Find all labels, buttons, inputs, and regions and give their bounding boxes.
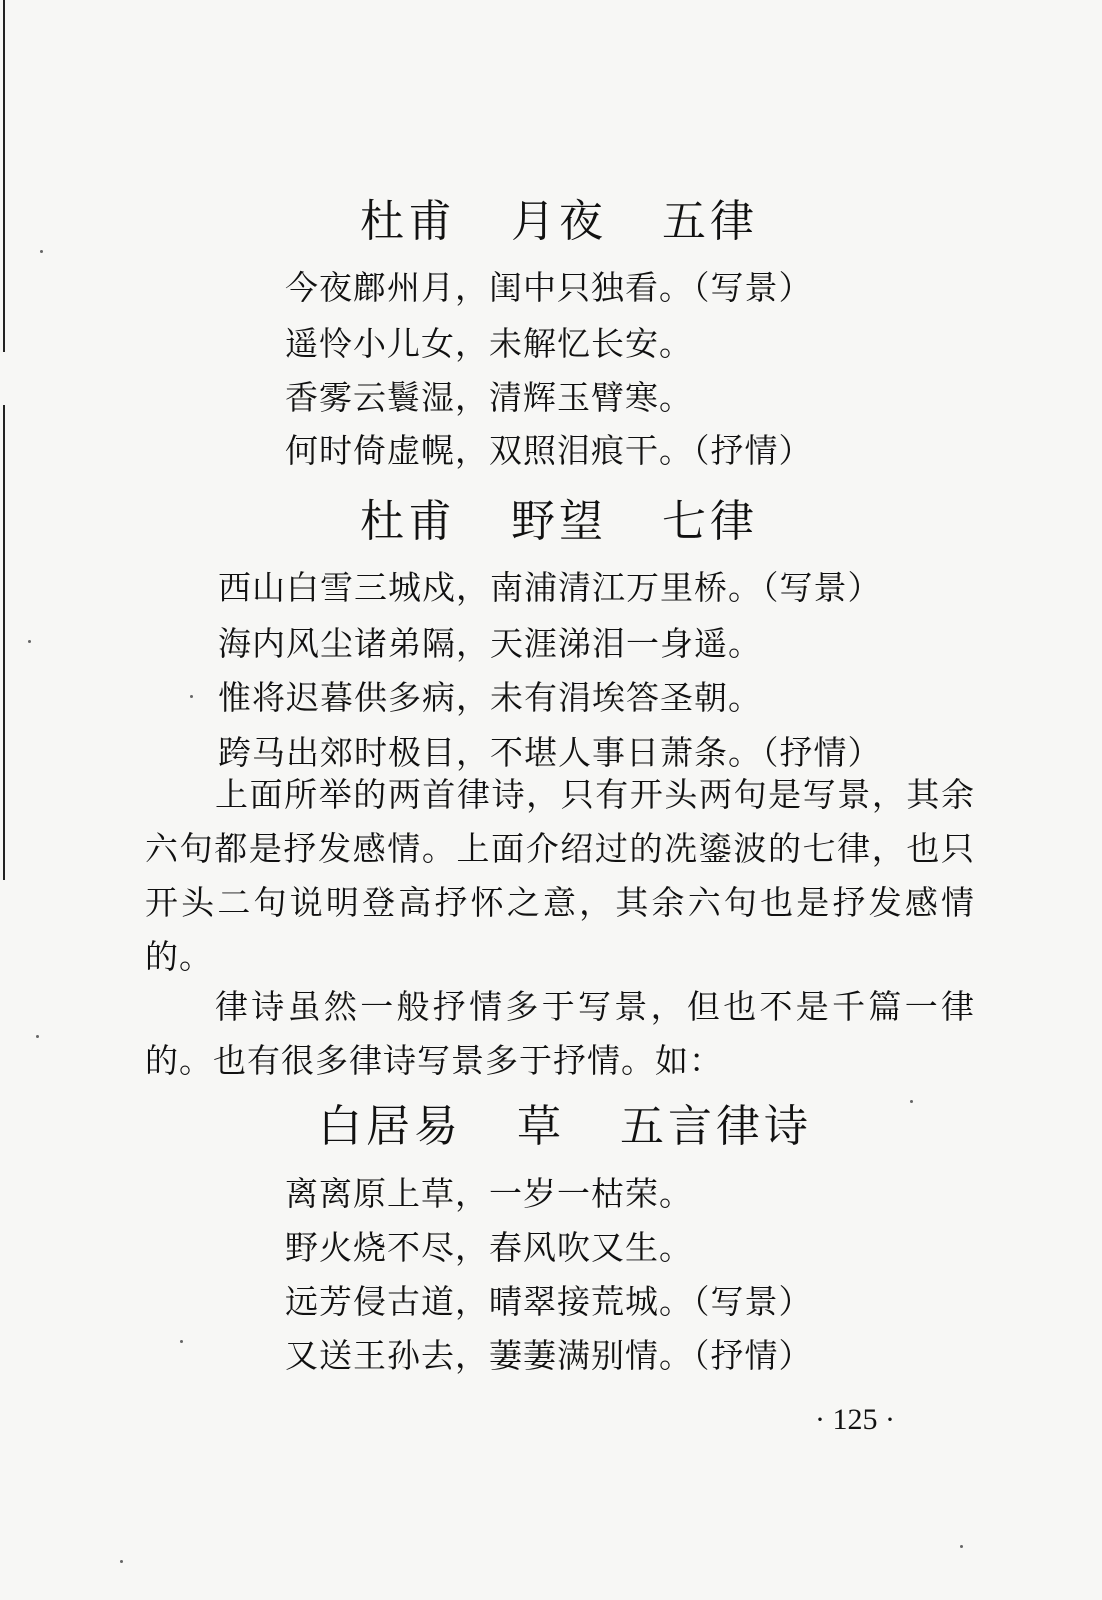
- poem-title: [318, 1090, 812, 1154]
- poem-line: 香雾云鬟湿，清辉玉臂寒。: [285, 378, 693, 417]
- poem-line: 遥怜小儿女，未解忆长安。: [285, 324, 693, 363]
- poem-line: 何时倚虚幌，双照泪痕干。（抒情）: [285, 431, 813, 470]
- poem-line: 野火烧不尽，春风吹又生。: [285, 1228, 693, 1267]
- body-paragraph: 律诗虽然一般抒情多于写景，但也不是千篇一律的。也有很多律诗写景多于抒情。如：: [145, 987, 975, 1080]
- scan-edge-line: [3, 0, 5, 880]
- poem-line: 西山白雪三城戍，南浦清江万里桥。（写景）: [218, 568, 882, 607]
- scan-speck: [120, 1560, 123, 1563]
- scan-speck: [190, 695, 193, 698]
- poem-name: 月夜: [511, 196, 607, 247]
- poem-line: 离离原上草，一岁一枯荣。: [285, 1174, 693, 1213]
- scan-speck: [36, 1035, 39, 1038]
- poem-form: 七律: [662, 496, 758, 547]
- page-number: · 125 ·: [815, 1403, 895, 1436]
- poem-author: 白居易: [318, 1101, 462, 1152]
- poem-form: 五律: [662, 196, 758, 247]
- poem-name: 草: [517, 1101, 565, 1152]
- poem-line: 海内风尘诸弟隔，天涯涕泪一身遥。: [218, 624, 762, 663]
- body-paragraph: 上面所举的两首律诗，只有开头两句是写景，其余六句都是抒发感情。上面介绍过的冼鎏波的七律，也只开头二句说明登高抒怀之意，其余六句也是抒发感情的。: [145, 775, 975, 976]
- poem-line: 跨马出郊时极目，不堪人事日萧条。（抒情）: [218, 733, 882, 772]
- poem-form: 五言律诗: [620, 1101, 812, 1152]
- poem-title: [360, 185, 758, 249]
- poem-author: 杜甫: [360, 196, 456, 247]
- poem-line: 远芳侵古道，晴翠接荒城。（写景）: [285, 1282, 813, 1321]
- scan-speck: [910, 1100, 913, 1103]
- poem-name: 野望: [511, 496, 607, 547]
- scan-speck: [28, 640, 31, 643]
- scan-speck: [180, 1340, 183, 1343]
- scan-speck: [960, 1545, 963, 1548]
- poem-line: 今夜鄜州月，闺中只独看。（写景）: [285, 268, 813, 307]
- poem-title: [360, 485, 758, 549]
- poem-line: 惟将迟暮供多病，未有涓埃答圣朝。: [218, 678, 762, 717]
- poem-line: 又送王孙去，萋萋满别情。（抒情）: [285, 1336, 813, 1375]
- poem-author: 杜甫: [360, 496, 456, 547]
- scan-speck: [40, 250, 43, 253]
